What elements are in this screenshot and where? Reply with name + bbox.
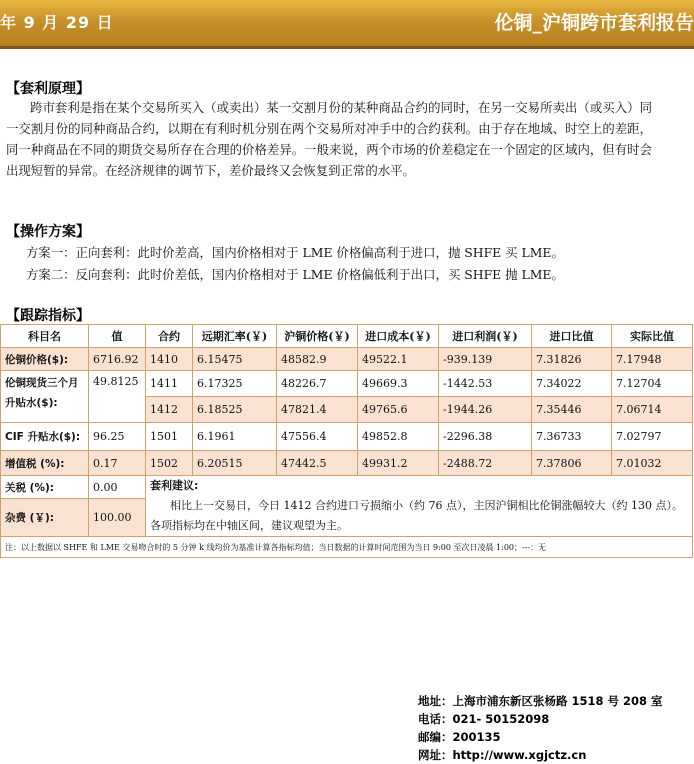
row-value: 0.17 xyxy=(89,451,146,476)
advice-cell xyxy=(146,476,693,537)
row-label: 伦铜价格($): xyxy=(1,348,89,371)
plan-heading: 【操作方案】 xyxy=(6,224,90,240)
col-header: 科目名 xyxy=(1,325,89,348)
ratio-cell: 7.34022 xyxy=(532,371,612,397)
ratio-cell: 7.37806 xyxy=(532,451,612,476)
ratio-cell: 7.35446 xyxy=(532,397,612,423)
cost-cell: 49852.8 xyxy=(358,423,439,451)
ratio-cell: 7.31826 xyxy=(532,348,612,371)
col-header: 进口比值 xyxy=(532,325,612,348)
cost-cell: 49765.6 xyxy=(358,397,439,423)
row-value: 100.00 xyxy=(89,499,146,537)
actual-cell: 7.01032 xyxy=(612,451,693,476)
table-row xyxy=(1,423,693,451)
table-header-row xyxy=(1,325,693,348)
cost-cell: 49522.1 xyxy=(358,348,439,371)
contract-cell: 1410 xyxy=(146,348,193,371)
contract-cell: 1501 xyxy=(146,423,193,451)
plan-item-2: 方案二：反向套利：此时价差低，国内价格相对于 LME 价格偏低利于出口，买 SHFE 抛 LME。 xyxy=(26,267,564,282)
price-cell: 48226.7 xyxy=(277,371,358,397)
row-label: 增值税 (%): xyxy=(1,451,89,476)
principle-heading: 【套利原理】 xyxy=(6,81,90,97)
rate-cell: 6.18525 xyxy=(193,397,277,423)
price-cell: 48582.9 xyxy=(277,348,358,371)
contact-web: 网址：http://www.xgjctz.cn xyxy=(418,748,587,762)
profit-cell: -2488.72 xyxy=(439,451,532,476)
advice-text: 相比上一交易日，今日 1412 合约进口亏损缩小（约 76 点），主因沪铜相比伦铜涨幅较大（约 130 点）。各项指标均在中轴区间，建议观望为主。 xyxy=(150,499,683,532)
cost-cell: 49931.2 xyxy=(358,451,439,476)
report-date: 年 9 月 29 日 xyxy=(0,13,114,32)
table-row xyxy=(1,348,693,371)
actual-cell: 7.06714 xyxy=(612,397,693,423)
col-header: 进口成本(￥) xyxy=(358,325,439,348)
row-label: 伦铜现货三个月升贴水($): xyxy=(1,371,89,423)
contract-cell: 1411 xyxy=(146,371,193,397)
contact-block xyxy=(418,692,663,764)
row-value: 96.25 xyxy=(89,423,146,451)
table-note: 注：以上数据以 SHFE 和 LME 交易吻合时的 5 分钟 k 线均价为基准计算各指标均值；当日数据的计算时间范围为当日 9:00 至次日凌晨 1:00；---：无 xyxy=(1,537,693,558)
col-header: 沪铜价格(￥) xyxy=(277,325,358,348)
row-value: 49.8125 xyxy=(89,371,146,423)
col-header: 值 xyxy=(89,325,146,348)
contact-zip: 邮编：200135 xyxy=(418,730,501,744)
profit-cell: -1944.26 xyxy=(439,397,532,423)
tracking-heading: 【跟踪指标】 xyxy=(6,308,90,324)
actual-cell: 7.17948 xyxy=(612,348,693,371)
header-banner xyxy=(0,0,694,49)
contact-phone: 电话：021- 50152098 xyxy=(418,712,550,726)
contract-cell: 1502 xyxy=(146,451,193,476)
contract-cell: 1412 xyxy=(146,397,193,423)
plan-item-1: 方案一：正向套利：此时价差高，国内价格相对于 LME 价格偏高利于进口，抛 SHFE 买 LME。 xyxy=(26,245,564,260)
rate-cell: 6.17325 xyxy=(193,371,277,397)
cost-cell: 49669.3 xyxy=(358,371,439,397)
principle-text: 跨市套利是指在某个交易所买入（或卖出）某一交割月份的某种商品合约的同时，在另一交易所卖出（或买入）同一交割月份的同种商品合约，以期在有利时机分别在两个交易所对冲手中的合约获利。由于存在地域、时空上的差距，同一种商品在不同的期货交易所存在合理的价格差异。一般来说，两个市场的价差稳定在一个固定的区域内，但有时会出现短暂的异常。在经济规律的调节下，差价最终又会恢复到正常的水平。 xyxy=(6,100,652,178)
tracking-table xyxy=(0,324,693,558)
col-header: 远期汇率(￥) xyxy=(193,325,277,348)
ratio-cell: 7.36733 xyxy=(532,423,612,451)
table-row xyxy=(1,451,693,476)
profit-cell: -2296.38 xyxy=(439,423,532,451)
profit-cell: -939.139 xyxy=(439,348,532,371)
row-label: 关税 (%): xyxy=(1,476,89,499)
actual-cell: 7.02797 xyxy=(612,423,693,451)
table-row xyxy=(1,371,693,397)
table-row xyxy=(1,476,693,499)
price-cell: 47442.5 xyxy=(277,451,358,476)
report-title: 伦铜_沪铜跨市套利报告 xyxy=(494,12,694,34)
row-label: CIF 升贴水($): xyxy=(1,423,89,451)
row-value: 0.00 xyxy=(89,476,146,499)
col-header: 合约 xyxy=(146,325,193,348)
actual-cell: 7.12704 xyxy=(612,371,693,397)
contact-address: 地址：上海市浦东新区张杨路 1518 号 208 室 xyxy=(418,694,663,708)
rate-cell: 6.1961 xyxy=(193,423,277,451)
col-header: 进口利润(￥) xyxy=(439,325,532,348)
rate-cell: 6.15475 xyxy=(193,348,277,371)
rate-cell: 6.20515 xyxy=(193,451,277,476)
col-header: 实际比值 xyxy=(612,325,693,348)
table-note-row xyxy=(1,537,693,558)
price-cell: 47556.4 xyxy=(277,423,358,451)
price-cell: 47821.4 xyxy=(277,397,358,423)
profit-cell: -1442.53 xyxy=(439,371,532,397)
advice-heading: 套利建议: xyxy=(150,479,199,492)
row-value: 6716.92 xyxy=(89,348,146,371)
row-label: 杂费 (￥): xyxy=(1,499,89,537)
